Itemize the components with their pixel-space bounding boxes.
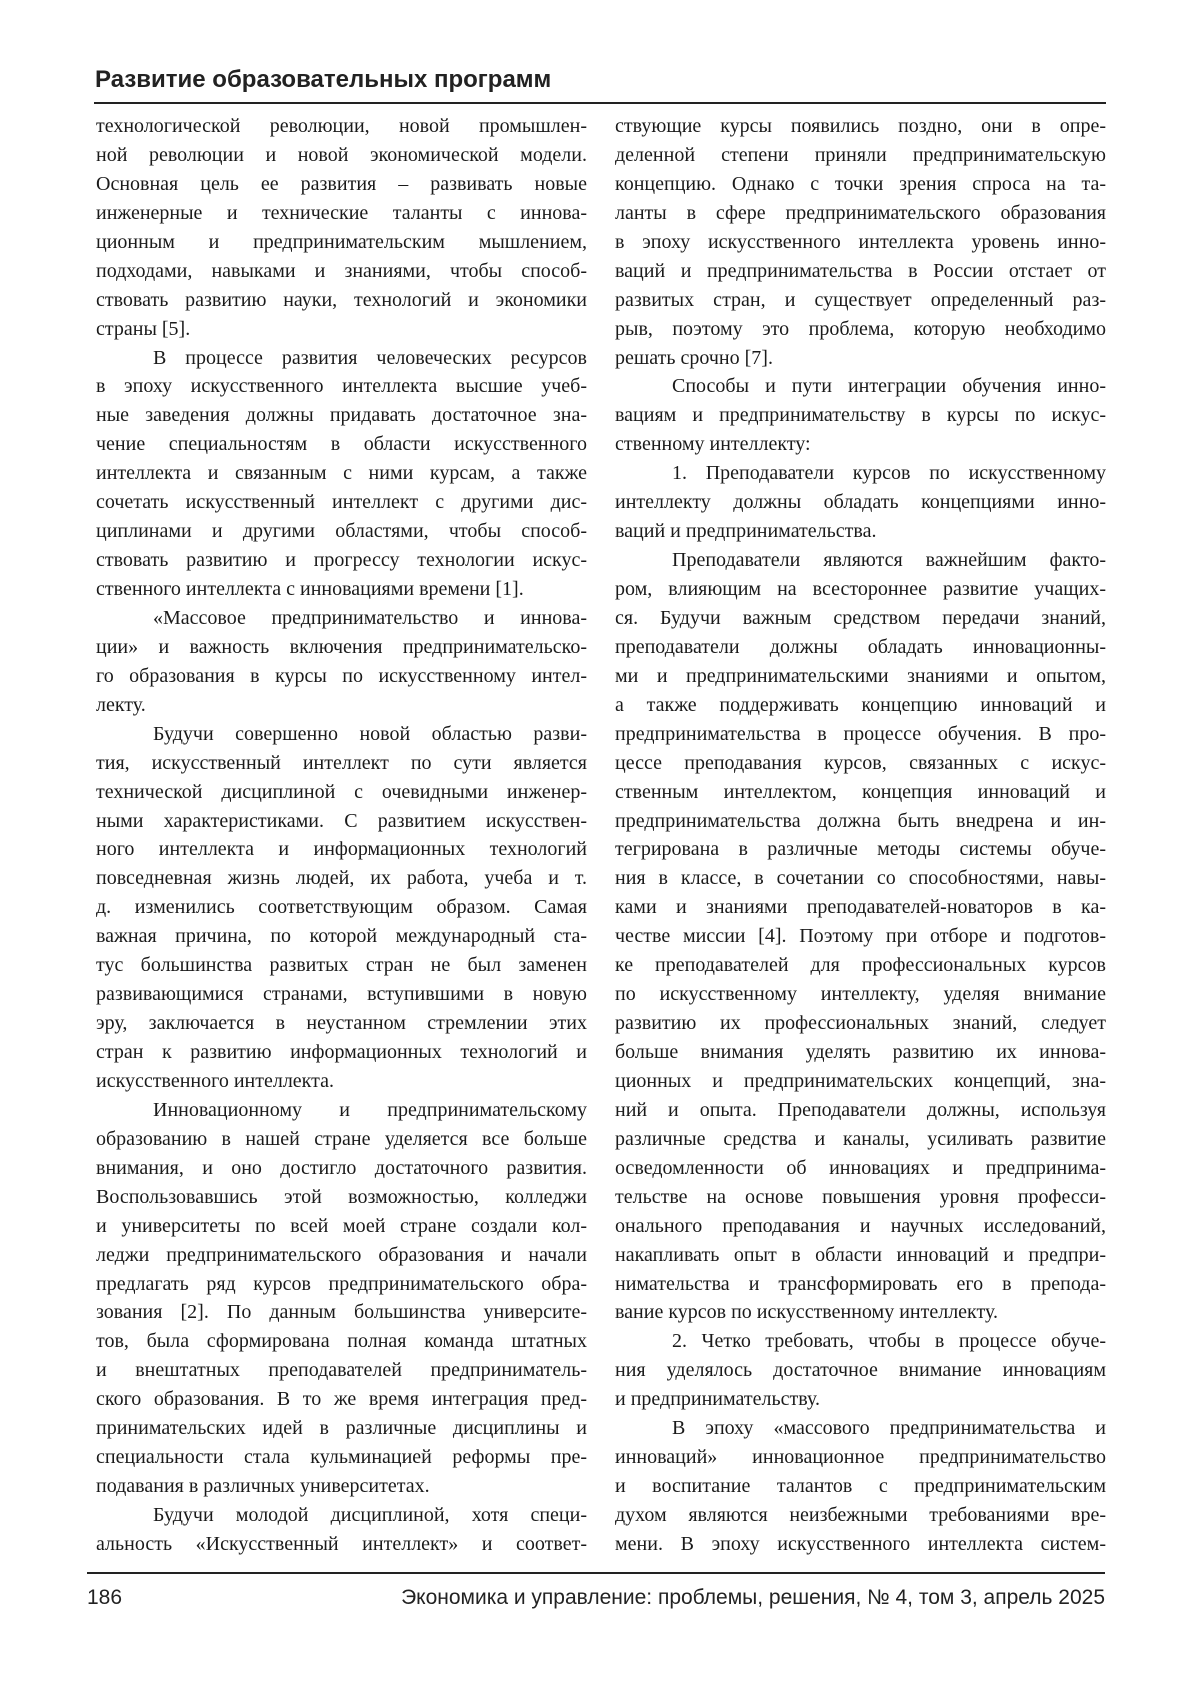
text-line: преподаватели должны обладать инновационны-	[615, 633, 1106, 662]
text-line: деленной степени приняли предпринимательскую	[615, 141, 1106, 170]
text-line: цессе преподавания курсов, связанных с искус-	[615, 749, 1106, 778]
text-line: страны [5].	[96, 315, 587, 344]
text-line: В эпоху «массового предпринимательства и	[615, 1414, 1106, 1443]
text-line: ственному интеллекту:	[615, 430, 1106, 459]
text-line: ния в классе, в сочетании со способностями, навы-	[615, 864, 1106, 893]
text-line: альность «Искусственный интеллект» и соответ-	[96, 1530, 587, 1559]
text-line: эру, заключается в неустанном стремлении этих	[96, 1009, 587, 1038]
text-line: образованию в нашей стране уделяется все больше	[96, 1125, 587, 1154]
text-line: ной революции и новой экономической модели.	[96, 141, 587, 170]
left-text-column	[96, 112, 587, 1559]
text-line: го образования в курсы по искусственному интел-	[96, 662, 587, 691]
text-line: ром, влияющим на всестороннее развитие учащих-	[615, 575, 1106, 604]
text-line: предлагать ряд курсов предпринимательского обра-	[96, 1270, 587, 1299]
text-line: д. изменились соответствующим образом. Самая	[96, 893, 587, 922]
text-line: онального преподавания и научных исследований,	[615, 1212, 1106, 1241]
text-line: вание курсов по искусственному интеллекту.	[615, 1298, 1106, 1327]
text-line: ственным интеллектом, концепция инноваций и	[615, 778, 1106, 807]
text-line: накапливать опыт в области инноваций и предпри-	[615, 1241, 1106, 1270]
text-line: тус большинства развитых стран не был заменен	[96, 951, 587, 980]
text-line: ными характеристиками. С развитием искусствен-	[96, 807, 587, 836]
text-line: мени. В эпоху искусственного интеллекта систем-	[615, 1530, 1106, 1559]
text-line: тегрирована в различные методы системы обуче-	[615, 835, 1106, 864]
text-line: развивающимися странами, вступившими в новую	[96, 980, 587, 1009]
text-line: сочетать искусственный интеллект с другими дис-	[96, 488, 587, 517]
text-line: ствовать развитию науки, технологий и экономики	[96, 286, 587, 315]
text-line: повседневная жизнь людей, их работа, учеба и т.	[96, 864, 587, 893]
text-line: специальности стала кульминацией реформы пре-	[96, 1443, 587, 1472]
text-line: и воспитание талантов с предпринимательским	[615, 1472, 1106, 1501]
text-line: концепцию. Однако с точки зрения спроса на та-	[615, 170, 1106, 199]
text-line: ния уделялось достаточное внимание инновациям	[615, 1356, 1106, 1385]
text-line: интеллекта и связанным с ними курсам, а также	[96, 459, 587, 488]
text-line: технологической революции, новой промышлен-	[96, 112, 587, 141]
footer-divider	[87, 1572, 1105, 1574]
text-line: ками и знаниями преподавателей-новаторов в ка-	[615, 893, 1106, 922]
text-line: интеллекту должны обладать концепциями инно-	[615, 488, 1106, 517]
text-line: ми и предпринимательскими знаниями и опытом,	[615, 662, 1106, 691]
text-line: рыв, поэтому это проблема, которую необходимо	[615, 315, 1106, 344]
text-line: ствовать развитию и прогрессу технологии искус-	[96, 546, 587, 575]
text-line: 2. Четко требовать, чтобы в процессе обуче-	[615, 1327, 1106, 1356]
text-line: важная причина, по которой международный ста-	[96, 922, 587, 951]
text-line: ствующие курсы появились поздно, они в опре-	[615, 112, 1106, 141]
text-line: инноваций» инновационное предпринимательство	[615, 1443, 1106, 1472]
text-line: подходами, навыками и знаниями, чтобы способ-	[96, 257, 587, 286]
text-line: Воспользовавшись этой возможностью, колледжи	[96, 1183, 587, 1212]
text-line: технической дисциплиной с очевидными инженер-	[96, 778, 587, 807]
text-line: нимательства и трансформировать его в препода-	[615, 1270, 1106, 1299]
text-line: Способы и пути интеграции обучения инно-	[615, 372, 1106, 401]
text-line: ваций и предпринимательства.	[615, 517, 1106, 546]
text-line: ваций и предпринимательства в России отстает от	[615, 257, 1106, 286]
text-line: Будучи молодой дисциплиной, хотя специ-	[96, 1501, 587, 1530]
header-divider	[94, 102, 1106, 104]
journal-citation: Экономика и управление: проблемы, решения, № 4, том 3, апрель 2025	[401, 1586, 1105, 1610]
text-line: 1. Преподаватели курсов по искусственному	[615, 459, 1106, 488]
text-line: предпринимательства должна быть внедрена и ин-	[615, 807, 1106, 836]
text-line: лекту.	[96, 691, 587, 720]
text-line: ционным и предпринимательским мышлением,	[96, 228, 587, 257]
text-line: тов, была сформирована полная команда штатных	[96, 1327, 587, 1356]
text-line: различные средства и каналы, усиливать развитие	[615, 1125, 1106, 1154]
text-line: ции» и важность включения предпринимательско-	[96, 633, 587, 662]
text-line: развитых стран, и существует определенный раз-	[615, 286, 1106, 315]
text-line: по искусственному интеллекту, уделяя внимание	[615, 980, 1106, 1009]
text-line: решать срочно [7].	[615, 344, 1106, 373]
text-line: Преподаватели являются важнейшим факто-	[615, 546, 1106, 575]
text-line: инженерные и технические таланты с иннова-	[96, 199, 587, 228]
text-line: ся. Будучи важным средством передачи знаний,	[615, 604, 1106, 633]
text-line: и внештатных преподавателей предприниматель-	[96, 1356, 587, 1385]
text-line: осведомленности об инновациях и предпринима-	[615, 1154, 1106, 1183]
text-line: вациям и предпринимательству в курсы по искус-	[615, 401, 1106, 430]
text-line: подавания в различных университетах.	[96, 1472, 587, 1501]
text-line: тельстве на основе повышения уровня професси-	[615, 1183, 1106, 1212]
text-line: развитию их профессиональных знаний, следует	[615, 1009, 1106, 1038]
text-line: ционных и предпринимательских концепций, зна-	[615, 1067, 1106, 1096]
text-line: ственного интеллекта с инновациями времени [1].	[96, 575, 587, 604]
text-line: ланты в сфере предпринимательского образования	[615, 199, 1106, 228]
text-line: «Массовое предпринимательство и иннова-	[96, 604, 587, 633]
right-text-column	[615, 112, 1106, 1559]
text-line: внимания, и оно достигло достаточного развития.	[96, 1154, 587, 1183]
text-line: стран к развитию информационных технологий и	[96, 1038, 587, 1067]
text-line: и университеты по всей моей стране создали кол-	[96, 1212, 587, 1241]
text-line: духом являются неизбежными требованиями вре-	[615, 1501, 1106, 1530]
text-line: Будучи совершенно новой областью разви-	[96, 720, 587, 749]
text-line: а также поддерживать концепцию инноваций и	[615, 691, 1106, 720]
section-title: Развитие образовательных программ	[95, 66, 551, 94]
text-line: в эпоху искусственного интеллекта высшие учеб-	[96, 372, 587, 401]
text-line: Инновационному и предпринимательскому	[96, 1096, 587, 1125]
text-line: честве миссии [4]. Поэтому при отборе и подготов-	[615, 922, 1106, 951]
text-line: принимательских идей в различные дисциплины и	[96, 1414, 587, 1443]
text-line: ные заведения должны придавать достаточное зна-	[96, 401, 587, 430]
text-line: и предпринимательству.	[615, 1385, 1106, 1414]
text-line: циплинами и другими областями, чтобы способ-	[96, 517, 587, 546]
text-line: зования [2]. По данным большинства университе-	[96, 1298, 587, 1327]
text-line: В процессе развития человеческих ресурсов	[96, 344, 587, 373]
text-line: ке преподавателей для профессиональных курсов	[615, 951, 1106, 980]
text-line: ного интеллекта и информационных технологий	[96, 835, 587, 864]
text-line: больше внимания уделять развитию их иннова-	[615, 1038, 1106, 1067]
page-number: 186	[87, 1586, 122, 1610]
text-line: Основная цель ее развития – развивать новые	[96, 170, 587, 199]
text-line: ского образования. В то же время интеграция пред-	[96, 1385, 587, 1414]
text-line: в эпоху искусственного интеллекта уровень инно-	[615, 228, 1106, 257]
text-line: леджи предпринимательского образования и начали	[96, 1241, 587, 1270]
text-line: ний и опыта. Преподаватели должны, используя	[615, 1096, 1106, 1125]
text-line: искусственного интеллекта.	[96, 1067, 587, 1096]
text-line: чение специальностям в области искусственного	[96, 430, 587, 459]
text-line: предпринимательства в процессе обучения. В про-	[615, 720, 1106, 749]
text-line: тия, искусственный интеллект по сути является	[96, 749, 587, 778]
